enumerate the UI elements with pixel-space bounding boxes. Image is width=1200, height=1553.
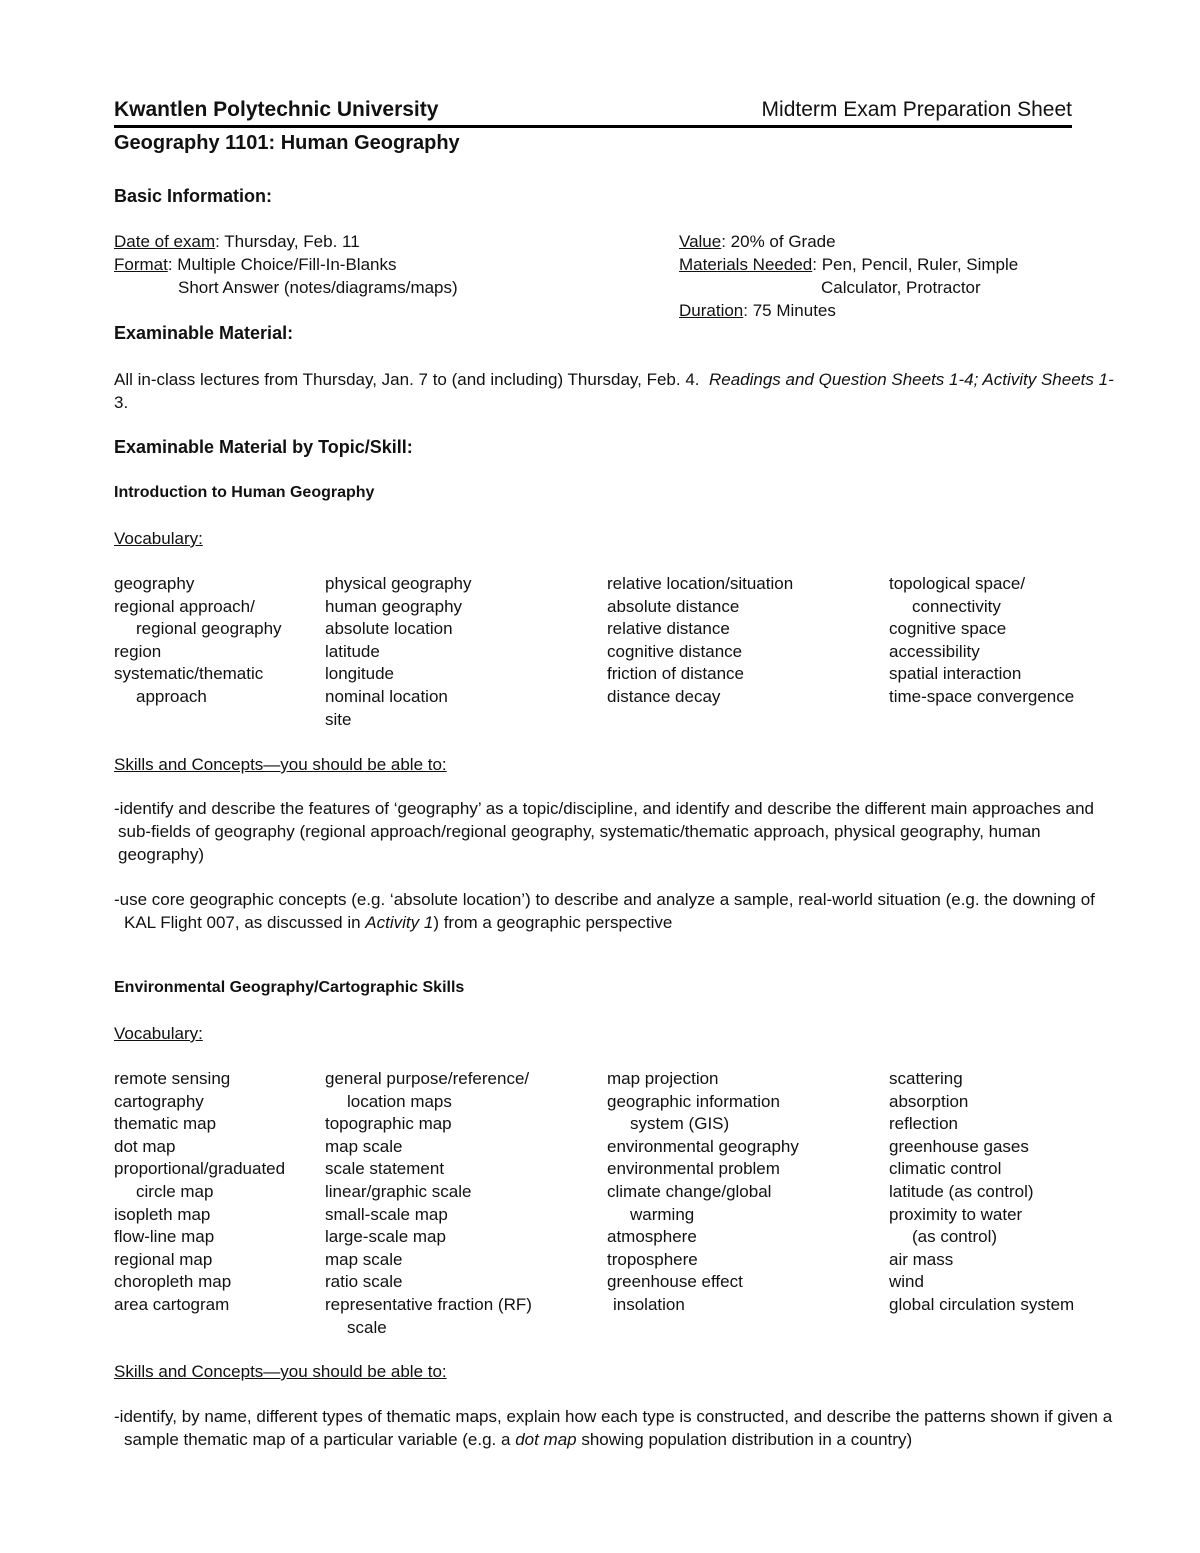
vocab-term: geographic information [607, 1091, 780, 1111]
vocab-term: ratio scale [325, 1272, 403, 1292]
vocab-term: map scale [325, 1249, 403, 1269]
vocab-term: thematic map [114, 1114, 217, 1134]
section1-vocab-col3 [607, 573, 793, 709]
vocab-term: time-space convergence [889, 686, 1075, 706]
format-value: : Multiple Choice/Fill-In-Blanks [167, 255, 397, 274]
section2-vocab-col3 [607, 1068, 799, 1317]
format-value-continued: Short Answer (notes/diagrams/maps) [178, 278, 458, 297]
vocab-term: geography [114, 574, 195, 593]
vocab-term: wind [889, 1272, 924, 1292]
vocab-term: human geography [325, 596, 463, 616]
examinable-text-plain: All in-class lectures from Thursday, Jan. 7 to (and including) Thursday, Feb. 4. [114, 370, 700, 389]
section1-title: Introduction to Human Geography [114, 484, 375, 501]
vocab-term: site [325, 709, 352, 729]
vocab-term: atmosphere [607, 1227, 697, 1247]
vocab-term: choropleth map [114, 1272, 232, 1292]
vocab-term: relative location/situation [607, 574, 794, 593]
vocab-term: accessibility [889, 641, 980, 661]
vocab-term: regional map [114, 1249, 213, 1269]
vocab-term: flow-line map [114, 1227, 215, 1247]
vocab-term: climate change/global [607, 1181, 772, 1201]
vocab-term: global circulation system [889, 1294, 1075, 1314]
by-topic-heading: Examinable Material by Topic/Skill: [114, 437, 413, 457]
section1-skill1-line3: geography) [118, 845, 205, 864]
vocab-term: scale [347, 1317, 387, 1337]
vocab-term: system (GIS) [630, 1114, 730, 1134]
vocab-term: relative distance [607, 619, 730, 639]
duration-label: Duration [679, 301, 744, 320]
vocab-term: greenhouse effect [607, 1272, 743, 1292]
vocab-term: spatial interaction [889, 664, 1022, 684]
vocab-term: isopleth map [114, 1204, 211, 1224]
skill-text: KAL Flight 007, as discussed in [124, 913, 366, 932]
vocab-term: circle map [136, 1181, 214, 1201]
vocab-term: nominal location [325, 686, 448, 706]
header-rule [114, 125, 1072, 128]
vocab-term: longitude [325, 664, 395, 684]
vocab-term: absolute location [325, 619, 453, 639]
duration-line [679, 300, 836, 323]
section2-skills-label: Skills and Concepts—you should be able to: [114, 1362, 447, 1381]
section1-skill2-line1: -use core geographic concepts (e.g. ‘absolute location’) to describe and analyze a sample, real-world situation (e.g. the downing of [114, 890, 1095, 909]
vocab-term: proximity to water [889, 1204, 1023, 1224]
section1-vocab-col2 [325, 573, 471, 731]
document-title: Midterm Exam Preparation Sheet [761, 98, 1072, 121]
materials-label: Materials Needed [679, 255, 813, 274]
date-value: : Thursday, Feb. 11 [215, 232, 360, 251]
vocab-term: topological space/ [889, 574, 1026, 593]
vocab-term: distance decay [607, 686, 721, 706]
section2-title: Environmental Geography/Cartographic Skills [114, 979, 465, 996]
date-label: Date of exam [114, 232, 216, 251]
skill-text: ) from a geographic perspective [433, 913, 673, 932]
vocab-term: topographic map [325, 1114, 452, 1134]
vocab-term: dot map [114, 1136, 176, 1156]
section2-vocab-col1 [114, 1068, 285, 1317]
examinable-text [114, 369, 1114, 392]
section1-skill2-line2 [124, 912, 672, 935]
materials-line [679, 254, 1018, 277]
section2-vocab-label: Vocabulary: [114, 1024, 203, 1043]
vocab-term: troposphere [607, 1249, 698, 1269]
section1-vocab-label: Vocabulary: [114, 529, 203, 548]
examinable-heading: Examinable Material: [114, 323, 294, 343]
vocab-term: environmental problem [607, 1159, 780, 1179]
vocab-term: friction of distance [607, 664, 745, 684]
vocab-term: absorption [889, 1091, 969, 1111]
duration-value: : 75 Minutes [743, 301, 836, 320]
skill-text: showing population distribution in a country) [576, 1430, 913, 1449]
skill-text-italic: Activity 1 [365, 913, 434, 932]
vocab-term: absolute distance [607, 596, 740, 616]
vocab-term: warming [630, 1204, 695, 1224]
examinable-text-italic: Readings and Question Sheets 1-4; Activity Sheets 1- [708, 370, 1114, 389]
vocab-term: location maps [347, 1091, 452, 1111]
format-line [114, 254, 396, 277]
vocab-term: climatic control [889, 1159, 1002, 1179]
vocab-term: latitude (as control) [889, 1181, 1034, 1201]
section1-skill1-line1: -identify and describe the features of ‘geography’ as a topic/discipline, and identify and describe the different main approaches and [114, 799, 1095, 818]
vocab-term: regional geography [136, 619, 282, 639]
value-line [679, 231, 836, 254]
vocab-term: scattering [889, 1069, 963, 1088]
section1-skill1-line2: sub-fields of geography (regional approach/regional geography, systematic/thematic approach, physical geography, human [118, 822, 1041, 841]
vocab-term: (as control) [912, 1227, 998, 1247]
section2-skill1-line1: -identify, by name, different types of thematic maps, explain how each type is constructed, and describe the patterns shown if given a [114, 1407, 1113, 1426]
date-of-exam-line [114, 231, 360, 254]
vocab-term: map scale [325, 1136, 403, 1156]
section2-skill1-line2 [124, 1429, 912, 1452]
vocab-term: cognitive distance [607, 641, 743, 661]
course-title: Geography 1101: Human Geography [114, 132, 460, 154]
section1-skills-label: Skills and Concepts—you should be able to: [114, 755, 447, 774]
basic-info-heading: Basic Information: [114, 186, 273, 206]
vocab-term: map projection [607, 1069, 719, 1088]
vocab-term: remote sensing [114, 1069, 231, 1088]
vocab-term: proportional/graduated [114, 1159, 286, 1179]
value-value: : 20% of Grade [721, 232, 836, 251]
vocab-term: linear/graphic scale [325, 1181, 472, 1201]
examinable-text-line2: 3. [114, 393, 129, 412]
vocab-term: representative fraction (RF) [325, 1294, 532, 1314]
vocab-term: area cartogram [114, 1294, 230, 1314]
vocab-term: regional approach/ [114, 596, 255, 616]
vocab-term: cartography [114, 1091, 204, 1111]
section1-vocab-col1 [114, 573, 282, 709]
materials-value-continued: Calculator, Protractor [821, 278, 981, 297]
vocab-term: small-scale map [325, 1204, 448, 1224]
vocab-term: reflection [889, 1114, 958, 1134]
skill-text-italic: dot map [515, 1430, 577, 1449]
vocab-term: systematic/thematic [114, 664, 264, 684]
vocab-term: air mass [889, 1249, 954, 1269]
vocab-term: region [114, 641, 162, 661]
value-label: Value [679, 232, 722, 251]
vocab-term: general purpose/reference/ [325, 1069, 530, 1088]
section2-vocab-col4 [889, 1068, 1074, 1317]
vocab-term: physical geography [325, 574, 472, 593]
vocab-term: connectivity [912, 596, 1001, 616]
institution-name: Kwantlen Polytechnic University [114, 98, 439, 121]
format-label: Format [114, 255, 168, 274]
vocab-term: large-scale map [325, 1227, 446, 1247]
vocab-term: insolation [613, 1294, 685, 1314]
vocab-term: latitude [325, 641, 380, 661]
section1-vocab-col4 [889, 573, 1074, 709]
skill-text: sample thematic map of a particular variable (e.g. a [124, 1430, 516, 1449]
materials-value: : Pen, Pencil, Ruler, Simple [812, 255, 1019, 274]
section2-vocab-col2 [325, 1068, 532, 1339]
vocab-term: greenhouse gases [889, 1136, 1029, 1156]
vocab-term: scale statement [325, 1159, 445, 1179]
vocab-term: cognitive space [889, 619, 1007, 639]
vocab-term: approach [136, 686, 207, 706]
vocab-term: environmental geography [607, 1136, 799, 1156]
